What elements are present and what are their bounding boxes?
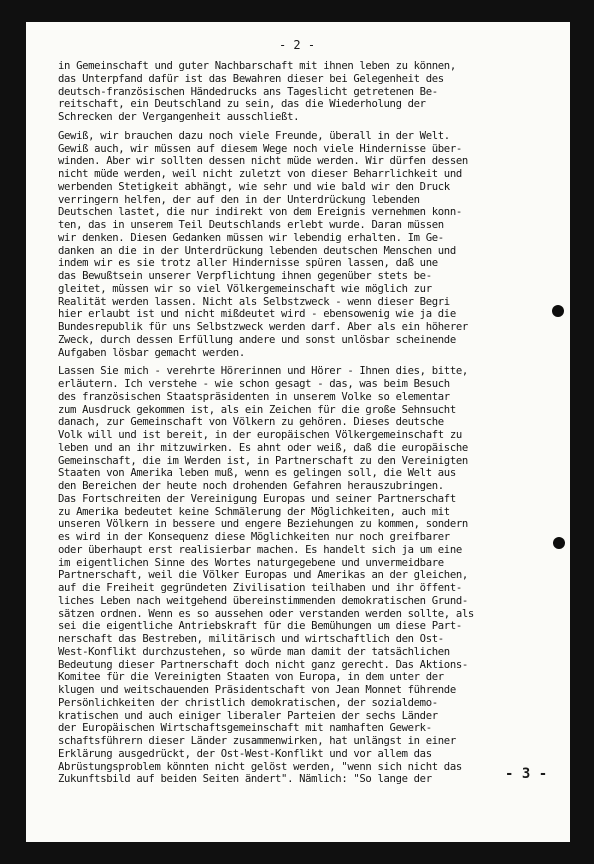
text-line: das Unterpfand dafür ist das Bewahren dieser bei Gelegenheit des [58,72,444,85]
text-line: schaftsführern dieser Länder zusammenwirken, hat unlängst in einer [58,735,456,747]
text-line: sei die eigentliche Antriebskraft für die Bemühungen um diese Part- [58,620,462,633]
text-line: den Bereichen der heute noch drohenden Gefahren herauszubringen. [58,480,444,492]
text-line: Komitee für die Vereinigten Staaten von Europa, in dem unter der [58,671,444,684]
text-line: Schrecken der Vergangenheit ausschließt. [58,111,300,123]
text-line: unseren Völkern in bessere und engere Beziehungen zu kommen, sondern [58,518,468,531]
text-line: zu Amerika bedeutet keine Schmälerung der Möglichkeiten, auch mit [58,505,450,518]
text-line: leben und an ihr mitzuwirken. Es ahnt oder weiß, daß die europäische [58,441,468,454]
text-line: Deutschen lastet, die nur indirekt von dem Ereignis vernehmen konn- [58,206,462,219]
text-line: sätzen ordnen. Wenn es so aussehen oder verstanden werden sollte, als [58,607,474,620]
scan-border-right [570,0,594,864]
text-line: reitschaft, ein Deutschland zu sein, das die Wiederholung der [58,98,426,111]
scan-border-left [0,0,26,864]
page-number: - 2 - [278,38,316,52]
text-line: es wird in der Konsequenz diese Möglichkeiten nur noch greifbarer [58,531,450,543]
text-line: danach, zur Gemeinschaft von Völkern zu gehören. Dieses deutsche [58,416,444,429]
text-line: der Europäischen Wirtschaftsgemeinschaft mit namhaften Gewerk- [58,722,432,735]
text-line: im eigentlichen Sinne des Wortes naturgegebene und unvermeidbare [58,556,444,569]
text-line: wir denken. Diesen Gedanken müssen wir lebendig erhalten. Im Ge- [58,231,444,244]
text-line: klugen und weitschauenden Präsidentschaft von Jean Monnet führende [58,684,456,696]
text-line: Realität werden lassen. Nicht als Selbstzweck - wenn dieser Begri [58,295,450,308]
text-line: Zweck, durch dessen Erfüllung andere und sonst unlösbar scheinende [58,333,456,346]
text-line: nicht müde werden, weil nicht zuletzt von dieser Beharrlichkeit und [58,168,462,180]
text-line: Partnerschaft, weil die Völker Europas und Amerikas an der gleichen, [58,569,468,582]
text-line: Abrüstungsproblem könnten nicht gelöst werden, "wenn sich nicht das [58,760,462,773]
paragraph [58,365,558,786]
text-line: deutsch-französischen Händedrucks ans Tageslicht getretenen Be- [58,85,438,98]
text-line: Gewiß auch, wir müssen auf diesem Wege noch viele Hindernisse über- [58,142,462,155]
scan-border-bottom [0,842,594,864]
paragraph [58,130,558,360]
text-line: verringern helfen, der auf den in der Unterdrückung lebenden [58,193,420,206]
document-body [58,60,558,786]
text-line: auf die Freiheit gegründeten Zivilisation teilhaben und ihr öffent- [58,582,462,594]
text-line: Das Fortschreiten der Vereinigung Europas und seiner Partnerschaft [58,492,456,505]
text-line: indem wir es sie trotz aller Hindernisse spüren lassen, daß une [58,257,438,270]
text-line: winden. Aber wir sollten dessen nicht müde werden. Wir dürfen dessen [58,155,468,168]
text-line: Lassen Sie mich - verehrte Hörerinnen und Hörer - Ihnen dies, bitte, [58,365,468,378]
text-line: werbenden Stetigkeit abhängt, wie sehr und wie bald wir den Druck [58,180,450,193]
text-line: Persönlichkeiten der christlich demokratischen, der sozialdemo- [58,696,438,709]
text-line: des französischen Staatspräsidenten in unserem Volke so elementar [58,390,450,403]
text-line: gleitet, müssen wir so viel Völkergemeinschaft wie möglich zur [58,282,432,295]
text-line: zum Ausdruck gekommen ist, als ein Zeichen für die große Sehnsucht [58,403,456,416]
text-line: ten, das in unserem Teil Deutschlands erlebt wurde. Daran müssen [58,219,444,231]
text-line: Bundesrepublik für uns Selbstzweck werden darf. Aber als ein höherer [58,321,468,333]
punch-hole [553,537,565,549]
text-line: hier erlaubt ist und nicht mißdeutet wird - ebensowenig wie ja die [58,308,456,321]
text-line: erläutern. Ich verstehe - wie schon gesagt - das, was beim Besuch [58,378,450,390]
text-line: oder überhaupt erst realisierbar machen. Es handelt sich ja um eine [58,543,462,556]
text-line: West-Konflikt durchzustehen, so würde man damit der tatsächlichen [58,645,450,658]
text-line: Gemeinschaft, die im Werden ist, in Partnerschaft zu den Vereinigten [58,454,468,467]
next-page-mark: - 3 - [505,766,548,782]
scan-border-top [0,0,594,22]
text-line: kratischen und auch einiger liberaler Parteien der sechs Länder [58,709,438,722]
text-line: Erklärung ausgedrückt, der Ost-West-Konflikt und vor allem das [58,747,432,760]
text-line: Aufgaben lösbar gemacht werden. [58,346,245,359]
text-line: Zukunftsbild auf beiden Seiten ändert". Nämlich: "So lange der [58,773,432,786]
text-line: Gewiß, wir brauchen dazu noch viele Freunde, überall in der Welt. [58,129,450,142]
text-line: Volk will und ist bereit, in der europäischen Völkergemeinschaft zu [58,429,462,441]
punch-hole [552,305,564,317]
text-line: danken an die in der Unterdrückung lebenden deutschen Menschen und [58,244,456,257]
text-line: das Bewußtsein unserer Verpflichtung ihnen gegenüber stets be- [58,270,432,282]
text-line: nerschaft das Bestreben, militärisch und wirtschaftlich den Ost- [58,633,444,645]
text-line: in Gemeinschaft und guter Nachbarschaft mit ihnen leben zu können, [58,60,456,72]
paragraph [58,60,558,124]
text-line: liches Leben nach weitgehend übereinstimmenden demokratischen Grund- [58,594,468,607]
text-line: Bedeutung dieser Partnerschaft doch nicht ganz gerecht. Das Aktions- [58,658,468,671]
text-line: Staaten von Amerika leben muß, wenn es gelingen soll, die Welt aus [58,467,456,480]
